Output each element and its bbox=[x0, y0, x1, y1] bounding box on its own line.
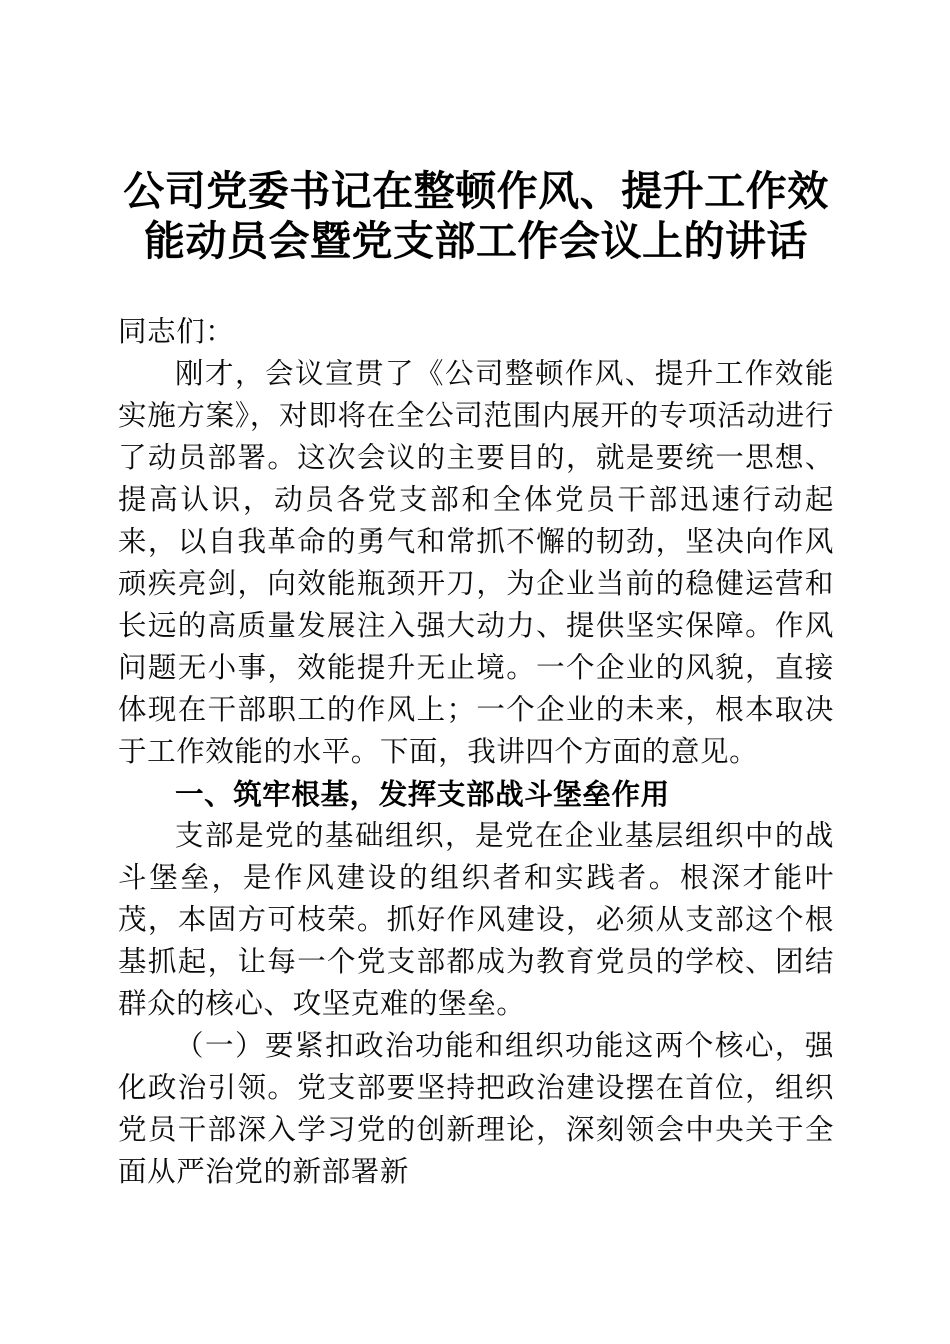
salutation: 同志们： bbox=[118, 317, 235, 348]
section-heading-one: 一、筑牢根基，发挥支部战斗堡垒作用 bbox=[175, 779, 670, 811]
document-content bbox=[118, 0, 834, 1194]
paragraph-intro: 刚才，会议宣贯了《公司整顿作风、提升工作效能实施方案》，对即将在全公司范围内展开的专项活动进行了动员部署。这次会议的主要目的，就是要统一思想、提高认识，动员各党支部和全体党员干部迅速行动起来，以自我革命的勇气和常抓不懈的韧劲，坚决向作风顽疾亮剑，向效能瓶颈开刀，为企业当前的稳健运营和长远的高质量发展注入强大动力、提供坚实保障。作风问题无小事，效能提升无止境。一个企业的风貌，直接体现在干部职工的作风上；一个企业的未来，根本取决于工作效能的水平。下面，我讲四个方面的意见。 bbox=[118, 359, 834, 768]
document-body bbox=[118, 312, 834, 1194]
page-title: 公司党委书记在整顿作风、提升工作效能动员会暨党支部工作会议上的讲话 bbox=[123, 168, 829, 264]
paragraph-section1-1: 支部是党的基础组织，是党在企业基层组织中的战斗堡垒，是作风建设的组织者和实践者。根深才能叶茂，本固方可枝荣。抓好作风建设，必须从支部这个根基抓起，让每一个党支部都成为教育党员的学校、团结群众的核心、攻坚克难的堡垒。 bbox=[118, 821, 834, 1020]
paragraph-section1-2: （一）要紧扣政治功能和组织功能这两个核心，强化政治引领。党支部要坚持把政治建设摆在首位，组织党员干部深入学习党的创新理论，深刻领会中央关于全面从严治党的新部署新 bbox=[118, 1031, 834, 1188]
